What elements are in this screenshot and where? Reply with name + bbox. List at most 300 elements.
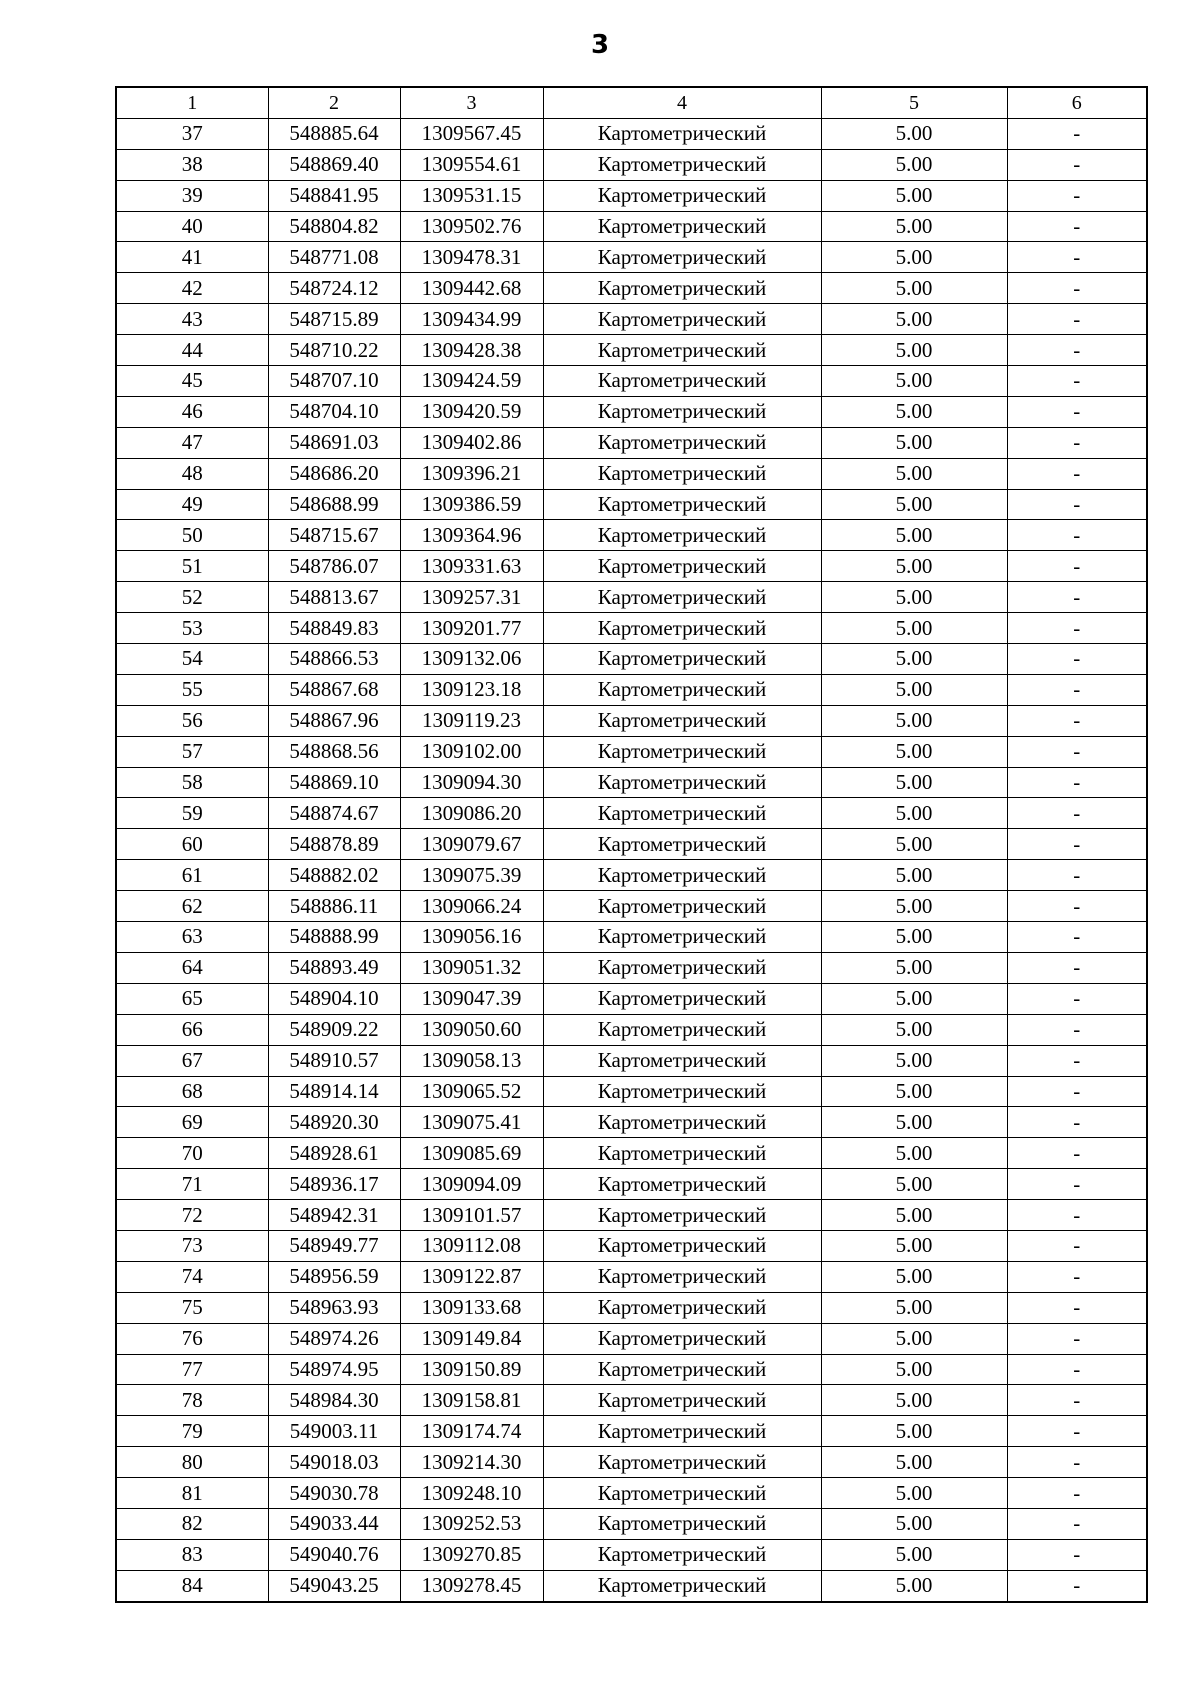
table-row bbox=[116, 1508, 1147, 1539]
point-number-cell: 75 bbox=[116, 1292, 268, 1323]
description-cell: - bbox=[1007, 1323, 1147, 1354]
point-number-cell: 62 bbox=[116, 891, 268, 922]
method-cell: Картометрический bbox=[543, 1045, 821, 1076]
table-row bbox=[116, 860, 1147, 891]
point-number-cell: 78 bbox=[116, 1385, 268, 1416]
x-coordinate-cell: 548936.17 bbox=[268, 1169, 400, 1200]
accuracy-cell: 5.00 bbox=[821, 1045, 1007, 1076]
point-number-cell: 67 bbox=[116, 1045, 268, 1076]
accuracy-cell: 5.00 bbox=[821, 211, 1007, 242]
point-number-cell: 48 bbox=[116, 458, 268, 489]
description-cell: - bbox=[1007, 1508, 1147, 1539]
method-cell: Картометрический bbox=[543, 427, 821, 458]
description-cell: - bbox=[1007, 1292, 1147, 1323]
point-number-cell: 55 bbox=[116, 674, 268, 705]
accuracy-cell: 5.00 bbox=[821, 1107, 1007, 1138]
table-row bbox=[116, 767, 1147, 798]
x-coordinate-cell: 549030.78 bbox=[268, 1478, 400, 1509]
point-number-cell: 63 bbox=[116, 922, 268, 953]
y-coordinate-cell: 1309056.16 bbox=[400, 922, 543, 953]
table-row bbox=[116, 1447, 1147, 1478]
accuracy-cell: 5.00 bbox=[821, 1076, 1007, 1107]
x-coordinate-cell: 548715.67 bbox=[268, 520, 400, 551]
point-number-cell: 81 bbox=[116, 1478, 268, 1509]
x-coordinate-cell: 548920.30 bbox=[268, 1107, 400, 1138]
y-coordinate-cell: 1309102.00 bbox=[400, 736, 543, 767]
y-coordinate-cell: 1309094.09 bbox=[400, 1169, 543, 1200]
description-cell: - bbox=[1007, 1261, 1147, 1292]
method-cell: Картометрический bbox=[543, 211, 821, 242]
x-coordinate-cell: 548928.61 bbox=[268, 1138, 400, 1169]
description-cell: - bbox=[1007, 952, 1147, 983]
point-number-cell: 57 bbox=[116, 736, 268, 767]
table-row bbox=[116, 458, 1147, 489]
y-coordinate-cell: 1309075.41 bbox=[400, 1107, 543, 1138]
description-cell: - bbox=[1007, 366, 1147, 397]
y-coordinate-cell: 1309119.23 bbox=[400, 705, 543, 736]
y-coordinate-cell: 1309085.69 bbox=[400, 1138, 543, 1169]
accuracy-cell: 5.00 bbox=[821, 1447, 1007, 1478]
method-cell: Картометрический bbox=[543, 396, 821, 427]
y-coordinate-cell: 1309079.67 bbox=[400, 829, 543, 860]
column-header: 1 bbox=[116, 87, 268, 118]
description-cell: - bbox=[1007, 396, 1147, 427]
page-number: 3 bbox=[590, 30, 610, 60]
y-coordinate-cell: 1309158.81 bbox=[400, 1385, 543, 1416]
column-header: 5 bbox=[821, 87, 1007, 118]
accuracy-cell: 5.00 bbox=[821, 829, 1007, 860]
table-row bbox=[116, 1014, 1147, 1045]
x-coordinate-cell: 548868.56 bbox=[268, 736, 400, 767]
description-cell: - bbox=[1007, 829, 1147, 860]
description-cell: - bbox=[1007, 1570, 1147, 1601]
description-cell: - bbox=[1007, 1076, 1147, 1107]
method-cell: Картометрический bbox=[543, 1138, 821, 1169]
accuracy-cell: 5.00 bbox=[821, 736, 1007, 767]
table-row bbox=[116, 1138, 1147, 1169]
x-coordinate-cell: 548691.03 bbox=[268, 427, 400, 458]
x-coordinate-cell: 548786.07 bbox=[268, 551, 400, 582]
point-number-cell: 39 bbox=[116, 180, 268, 211]
method-cell: Картометрический bbox=[543, 520, 821, 551]
accuracy-cell: 5.00 bbox=[821, 149, 1007, 180]
x-coordinate-cell: 548974.95 bbox=[268, 1354, 400, 1385]
point-number-cell: 58 bbox=[116, 767, 268, 798]
method-cell: Картометрический bbox=[543, 1385, 821, 1416]
table-row bbox=[116, 891, 1147, 922]
x-coordinate-cell: 549018.03 bbox=[268, 1447, 400, 1478]
point-number-cell: 70 bbox=[116, 1138, 268, 1169]
table-row bbox=[116, 1261, 1147, 1292]
description-cell: - bbox=[1007, 767, 1147, 798]
accuracy-cell: 5.00 bbox=[821, 644, 1007, 675]
point-number-cell: 77 bbox=[116, 1354, 268, 1385]
description-cell: - bbox=[1007, 335, 1147, 366]
x-coordinate-cell: 548849.83 bbox=[268, 613, 400, 644]
y-coordinate-cell: 1309270.85 bbox=[400, 1539, 543, 1570]
accuracy-cell: 5.00 bbox=[821, 613, 1007, 644]
table-row bbox=[116, 551, 1147, 582]
table-row bbox=[116, 242, 1147, 273]
y-coordinate-cell: 1309331.63 bbox=[400, 551, 543, 582]
point-number-cell: 64 bbox=[116, 952, 268, 983]
description-cell: - bbox=[1007, 644, 1147, 675]
y-coordinate-cell: 1309420.59 bbox=[400, 396, 543, 427]
accuracy-cell: 5.00 bbox=[821, 1261, 1007, 1292]
y-coordinate-cell: 1309396.21 bbox=[400, 458, 543, 489]
x-coordinate-cell: 548804.82 bbox=[268, 211, 400, 242]
point-number-cell: 53 bbox=[116, 613, 268, 644]
x-coordinate-cell: 549040.76 bbox=[268, 1539, 400, 1570]
method-cell: Картометрический bbox=[543, 798, 821, 829]
method-cell: Картометрический bbox=[543, 644, 821, 675]
method-cell: Картометрический bbox=[543, 891, 821, 922]
y-coordinate-cell: 1309133.68 bbox=[400, 1292, 543, 1323]
x-coordinate-cell: 548813.67 bbox=[268, 582, 400, 613]
method-cell: Картометрический bbox=[543, 1570, 821, 1601]
method-cell: Картометрический bbox=[543, 1200, 821, 1231]
x-coordinate-cell: 548886.11 bbox=[268, 891, 400, 922]
table-row bbox=[116, 952, 1147, 983]
description-cell: - bbox=[1007, 180, 1147, 211]
x-coordinate-cell: 548869.10 bbox=[268, 767, 400, 798]
x-coordinate-cell: 548878.89 bbox=[268, 829, 400, 860]
table-row bbox=[116, 1570, 1147, 1601]
method-cell: Картометрический bbox=[543, 705, 821, 736]
method-cell: Картометрический bbox=[543, 613, 821, 644]
table-row bbox=[116, 1385, 1147, 1416]
x-coordinate-cell: 548867.96 bbox=[268, 705, 400, 736]
x-coordinate-cell: 548715.89 bbox=[268, 304, 400, 335]
x-coordinate-cell: 548904.10 bbox=[268, 983, 400, 1014]
point-number-cell: 61 bbox=[116, 860, 268, 891]
method-cell: Картометрический bbox=[543, 242, 821, 273]
point-number-cell: 60 bbox=[116, 829, 268, 860]
point-number-cell: 52 bbox=[116, 582, 268, 613]
x-coordinate-cell: 548949.77 bbox=[268, 1230, 400, 1261]
method-cell: Картометрический bbox=[543, 736, 821, 767]
accuracy-cell: 5.00 bbox=[821, 1416, 1007, 1447]
description-cell: - bbox=[1007, 705, 1147, 736]
y-coordinate-cell: 1309051.32 bbox=[400, 952, 543, 983]
point-number-cell: 37 bbox=[116, 118, 268, 149]
method-cell: Картометрический bbox=[543, 304, 821, 335]
method-cell: Картометрический bbox=[543, 458, 821, 489]
method-cell: Картометрический bbox=[543, 335, 821, 366]
table-row bbox=[116, 613, 1147, 644]
x-coordinate-cell: 548984.30 bbox=[268, 1385, 400, 1416]
table-row bbox=[116, 922, 1147, 953]
table-header-row bbox=[116, 87, 1147, 118]
method-cell: Картометрический bbox=[543, 1416, 821, 1447]
description-cell: - bbox=[1007, 674, 1147, 705]
y-coordinate-cell: 1309150.89 bbox=[400, 1354, 543, 1385]
x-coordinate-cell: 548710.22 bbox=[268, 335, 400, 366]
description-cell: - bbox=[1007, 1169, 1147, 1200]
point-number-cell: 72 bbox=[116, 1200, 268, 1231]
x-coordinate-cell: 548724.12 bbox=[268, 273, 400, 304]
table-row bbox=[116, 1478, 1147, 1509]
accuracy-cell: 5.00 bbox=[821, 1200, 1007, 1231]
method-cell: Картометрический bbox=[543, 118, 821, 149]
method-cell: Картометрический bbox=[543, 551, 821, 582]
x-coordinate-cell: 548771.08 bbox=[268, 242, 400, 273]
x-coordinate-cell: 548867.68 bbox=[268, 674, 400, 705]
table-row bbox=[116, 489, 1147, 520]
description-cell: - bbox=[1007, 798, 1147, 829]
y-coordinate-cell: 1309174.74 bbox=[400, 1416, 543, 1447]
accuracy-cell: 5.00 bbox=[821, 366, 1007, 397]
point-number-cell: 43 bbox=[116, 304, 268, 335]
description-cell: - bbox=[1007, 1014, 1147, 1045]
table-row bbox=[116, 1045, 1147, 1076]
x-coordinate-cell: 549003.11 bbox=[268, 1416, 400, 1447]
y-coordinate-cell: 1309086.20 bbox=[400, 798, 543, 829]
table-row bbox=[116, 829, 1147, 860]
description-cell: - bbox=[1007, 427, 1147, 458]
table-row bbox=[116, 1416, 1147, 1447]
point-number-cell: 73 bbox=[116, 1230, 268, 1261]
point-number-cell: 83 bbox=[116, 1539, 268, 1570]
accuracy-cell: 5.00 bbox=[821, 427, 1007, 458]
accuracy-cell: 5.00 bbox=[821, 551, 1007, 582]
description-cell: - bbox=[1007, 1447, 1147, 1478]
method-cell: Картометрический bbox=[543, 489, 821, 520]
description-cell: - bbox=[1007, 149, 1147, 180]
x-coordinate-cell: 548841.95 bbox=[268, 180, 400, 211]
method-cell: Картометрический bbox=[543, 983, 821, 1014]
point-number-cell: 49 bbox=[116, 489, 268, 520]
y-coordinate-cell: 1309149.84 bbox=[400, 1323, 543, 1354]
description-cell: - bbox=[1007, 458, 1147, 489]
y-coordinate-cell: 1309554.61 bbox=[400, 149, 543, 180]
table-row bbox=[116, 674, 1147, 705]
table-row bbox=[116, 705, 1147, 736]
method-cell: Картометрический bbox=[543, 829, 821, 860]
accuracy-cell: 5.00 bbox=[821, 891, 1007, 922]
method-cell: Картометрический bbox=[543, 582, 821, 613]
y-coordinate-cell: 1309047.39 bbox=[400, 983, 543, 1014]
point-number-cell: 59 bbox=[116, 798, 268, 829]
point-number-cell: 65 bbox=[116, 983, 268, 1014]
method-cell: Картометрический bbox=[543, 1169, 821, 1200]
point-number-cell: 54 bbox=[116, 644, 268, 675]
y-coordinate-cell: 1309132.06 bbox=[400, 644, 543, 675]
description-cell: - bbox=[1007, 242, 1147, 273]
method-cell: Картометрический bbox=[543, 273, 821, 304]
method-cell: Картометрический bbox=[543, 1107, 821, 1138]
accuracy-cell: 5.00 bbox=[821, 1138, 1007, 1169]
x-coordinate-cell: 548707.10 bbox=[268, 366, 400, 397]
method-cell: Картометрический bbox=[543, 674, 821, 705]
table-row bbox=[116, 304, 1147, 335]
method-cell: Картометрический bbox=[543, 1076, 821, 1107]
accuracy-cell: 5.00 bbox=[821, 396, 1007, 427]
description-cell: - bbox=[1007, 613, 1147, 644]
y-coordinate-cell: 1309214.30 bbox=[400, 1447, 543, 1478]
point-number-cell: 45 bbox=[116, 366, 268, 397]
accuracy-cell: 5.00 bbox=[821, 180, 1007, 211]
table-row bbox=[116, 1354, 1147, 1385]
method-cell: Картометрический bbox=[543, 1478, 821, 1509]
x-coordinate-cell: 549033.44 bbox=[268, 1508, 400, 1539]
y-coordinate-cell: 1309364.96 bbox=[400, 520, 543, 551]
x-coordinate-cell: 548874.67 bbox=[268, 798, 400, 829]
accuracy-cell: 5.00 bbox=[821, 582, 1007, 613]
method-cell: Картометрический bbox=[543, 1508, 821, 1539]
accuracy-cell: 5.00 bbox=[821, 983, 1007, 1014]
accuracy-cell: 5.00 bbox=[821, 1230, 1007, 1261]
x-coordinate-cell: 548869.40 bbox=[268, 149, 400, 180]
accuracy-cell: 5.00 bbox=[821, 118, 1007, 149]
accuracy-cell: 5.00 bbox=[821, 952, 1007, 983]
y-coordinate-cell: 1309252.53 bbox=[400, 1508, 543, 1539]
table-row bbox=[116, 582, 1147, 613]
point-number-cell: 51 bbox=[116, 551, 268, 582]
y-coordinate-cell: 1309065.52 bbox=[400, 1076, 543, 1107]
point-number-cell: 47 bbox=[116, 427, 268, 458]
table-row bbox=[116, 520, 1147, 551]
table-row bbox=[116, 118, 1147, 149]
table-row bbox=[116, 644, 1147, 675]
table-row bbox=[116, 335, 1147, 366]
description-cell: - bbox=[1007, 1138, 1147, 1169]
description-cell: - bbox=[1007, 983, 1147, 1014]
description-cell: - bbox=[1007, 922, 1147, 953]
accuracy-cell: 5.00 bbox=[821, 922, 1007, 953]
accuracy-cell: 5.00 bbox=[821, 273, 1007, 304]
y-coordinate-cell: 1309502.76 bbox=[400, 211, 543, 242]
x-coordinate-cell: 548974.26 bbox=[268, 1323, 400, 1354]
x-coordinate-cell: 548910.57 bbox=[268, 1045, 400, 1076]
x-coordinate-cell: 548888.99 bbox=[268, 922, 400, 953]
table-row bbox=[116, 798, 1147, 829]
x-coordinate-cell: 548686.20 bbox=[268, 458, 400, 489]
description-cell: - bbox=[1007, 1107, 1147, 1138]
y-coordinate-cell: 1309434.99 bbox=[400, 304, 543, 335]
description-cell: - bbox=[1007, 1200, 1147, 1231]
point-number-cell: 69 bbox=[116, 1107, 268, 1138]
table-body bbox=[116, 118, 1147, 1601]
y-coordinate-cell: 1309101.57 bbox=[400, 1200, 543, 1231]
y-coordinate-cell: 1309567.45 bbox=[400, 118, 543, 149]
accuracy-cell: 5.00 bbox=[821, 674, 1007, 705]
description-cell: - bbox=[1007, 1478, 1147, 1509]
method-cell: Картометрический bbox=[543, 366, 821, 397]
accuracy-cell: 5.00 bbox=[821, 1354, 1007, 1385]
point-number-cell: 84 bbox=[116, 1570, 268, 1601]
method-cell: Картометрический bbox=[543, 1292, 821, 1323]
point-number-cell: 79 bbox=[116, 1416, 268, 1447]
x-coordinate-cell: 548893.49 bbox=[268, 952, 400, 983]
point-number-cell: 41 bbox=[116, 242, 268, 273]
table-row bbox=[116, 1323, 1147, 1354]
x-coordinate-cell: 548688.99 bbox=[268, 489, 400, 520]
point-number-cell: 46 bbox=[116, 396, 268, 427]
table-row bbox=[116, 180, 1147, 211]
accuracy-cell: 5.00 bbox=[821, 1385, 1007, 1416]
accuracy-cell: 5.00 bbox=[821, 304, 1007, 335]
accuracy-cell: 5.00 bbox=[821, 520, 1007, 551]
y-coordinate-cell: 1309248.10 bbox=[400, 1478, 543, 1509]
x-coordinate-cell: 548882.02 bbox=[268, 860, 400, 891]
point-number-cell: 50 bbox=[116, 520, 268, 551]
description-cell: - bbox=[1007, 211, 1147, 242]
y-coordinate-cell: 1309122.87 bbox=[400, 1261, 543, 1292]
table-row bbox=[116, 983, 1147, 1014]
method-cell: Картометрический bbox=[543, 1014, 821, 1045]
description-cell: - bbox=[1007, 1385, 1147, 1416]
accuracy-cell: 5.00 bbox=[821, 458, 1007, 489]
description-cell: - bbox=[1007, 551, 1147, 582]
point-number-cell: 56 bbox=[116, 705, 268, 736]
column-header: 3 bbox=[400, 87, 543, 118]
point-number-cell: 42 bbox=[116, 273, 268, 304]
y-coordinate-cell: 1309428.38 bbox=[400, 335, 543, 366]
point-number-cell: 40 bbox=[116, 211, 268, 242]
table-row bbox=[116, 1200, 1147, 1231]
point-number-cell: 76 bbox=[116, 1323, 268, 1354]
point-number-cell: 68 bbox=[116, 1076, 268, 1107]
method-cell: Картометрический bbox=[543, 149, 821, 180]
x-coordinate-cell: 548885.64 bbox=[268, 118, 400, 149]
x-coordinate-cell: 549043.25 bbox=[268, 1570, 400, 1601]
description-cell: - bbox=[1007, 582, 1147, 613]
x-coordinate-cell: 548956.59 bbox=[268, 1261, 400, 1292]
x-coordinate-cell: 548704.10 bbox=[268, 396, 400, 427]
y-coordinate-cell: 1309123.18 bbox=[400, 674, 543, 705]
y-coordinate-cell: 1309201.77 bbox=[400, 613, 543, 644]
table-row bbox=[116, 396, 1147, 427]
table-row bbox=[116, 736, 1147, 767]
y-coordinate-cell: 1309094.30 bbox=[400, 767, 543, 798]
point-number-cell: 74 bbox=[116, 1261, 268, 1292]
description-cell: - bbox=[1007, 1045, 1147, 1076]
y-coordinate-cell: 1309278.45 bbox=[400, 1570, 543, 1601]
table-row bbox=[116, 1292, 1147, 1323]
description-cell: - bbox=[1007, 273, 1147, 304]
table-row bbox=[116, 211, 1147, 242]
table-row bbox=[116, 149, 1147, 180]
accuracy-cell: 5.00 bbox=[821, 1323, 1007, 1354]
x-coordinate-cell: 548914.14 bbox=[268, 1076, 400, 1107]
y-coordinate-cell: 1309257.31 bbox=[400, 582, 543, 613]
y-coordinate-cell: 1309531.15 bbox=[400, 180, 543, 211]
y-coordinate-cell: 1309112.08 bbox=[400, 1230, 543, 1261]
accuracy-cell: 5.00 bbox=[821, 860, 1007, 891]
description-cell: - bbox=[1007, 1416, 1147, 1447]
description-cell: - bbox=[1007, 1539, 1147, 1570]
y-coordinate-cell: 1309402.86 bbox=[400, 427, 543, 458]
y-coordinate-cell: 1309386.59 bbox=[400, 489, 543, 520]
y-coordinate-cell: 1309478.31 bbox=[400, 242, 543, 273]
accuracy-cell: 5.00 bbox=[821, 705, 1007, 736]
method-cell: Картометрический bbox=[543, 1230, 821, 1261]
accuracy-cell: 5.00 bbox=[821, 798, 1007, 829]
table-row bbox=[116, 1539, 1147, 1570]
point-number-cell: 44 bbox=[116, 335, 268, 366]
accuracy-cell: 5.00 bbox=[821, 1292, 1007, 1323]
method-cell: Картометрический bbox=[543, 952, 821, 983]
method-cell: Картометрический bbox=[543, 1447, 821, 1478]
accuracy-cell: 5.00 bbox=[821, 242, 1007, 273]
accuracy-cell: 5.00 bbox=[821, 1478, 1007, 1509]
method-cell: Картометрический bbox=[543, 922, 821, 953]
method-cell: Картометрический bbox=[543, 767, 821, 798]
description-cell: - bbox=[1007, 489, 1147, 520]
method-cell: Картометрический bbox=[543, 1323, 821, 1354]
accuracy-cell: 5.00 bbox=[821, 335, 1007, 366]
